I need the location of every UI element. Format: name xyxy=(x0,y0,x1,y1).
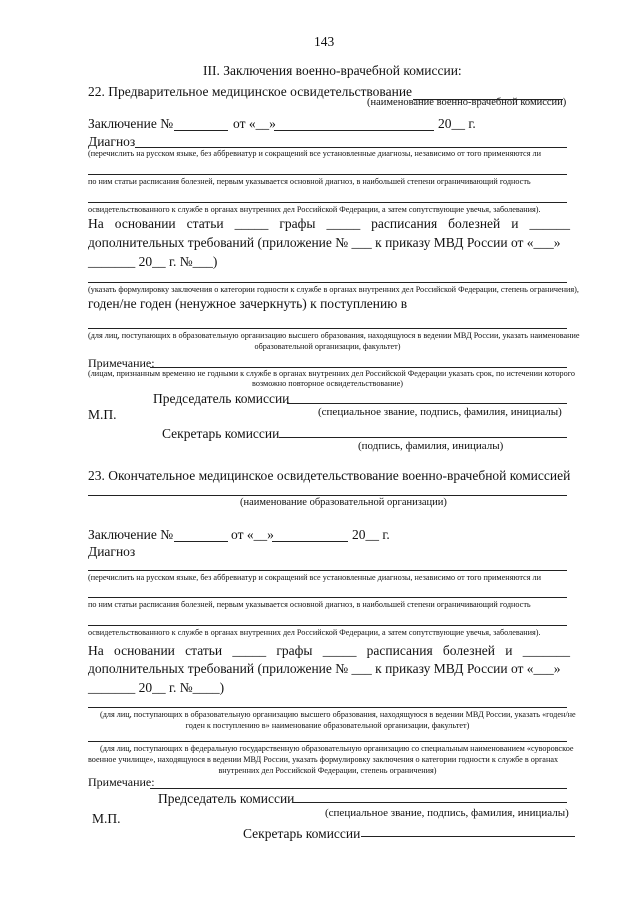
s22-secretary-caption: (подпись, фамилия, инициалы) xyxy=(358,440,504,452)
s23-basis-line-2: дополнительных требований (приложение № ___ к приказу МВД России от «___» xyxy=(88,661,561,676)
s22-fit-text: годен/не годен (ненужное зачеркнуть) к поступлению в xyxy=(88,296,408,311)
s23-year-mark: 20__ г. xyxy=(352,527,390,542)
s23-suvorov-note-3: внутренних дел Российской Федерации, степень ограничения) xyxy=(218,766,437,775)
s22-remark-field[interactable] xyxy=(150,367,567,368)
s22-basis-word: На xyxy=(88,216,104,231)
s22-fit-note-2: образовательной организации, факультет) xyxy=(254,342,401,351)
s22-basis-word: статьи xyxy=(186,216,224,231)
s23-basis-word: расписания xyxy=(366,643,433,658)
s22-column-field[interactable]: _____ xyxy=(326,216,361,231)
s22-fit-note-1: (для лиц, поступающих в образовательную организацию высшего образования, находящуюся в ведении МВД России, указать наименование xyxy=(88,331,580,340)
s22-remark-note-2: возможно повторное освидетельствование) xyxy=(252,379,403,388)
s22-article-field[interactable]: _____ xyxy=(234,216,269,231)
s23-chair-caption: (специальное звание, подпись, фамилия, инициалы) xyxy=(325,807,569,819)
s23-fit-note-1: (для лиц, поступающих в образовательную организацию высшего образования, находящуюся в ведении МВД России, указать «годен/не xyxy=(100,710,576,719)
s23-basis-word: болезней xyxy=(442,643,496,658)
s22-remark-note-1: (лицам, признанным временно не годными к службе в органах внутренних дел Российской Федерации указать срок, по истечении которого xyxy=(88,369,575,378)
s22-conclusion-label: Заключение № xyxy=(88,116,174,131)
s23-chair-label: Председатель комиссии xyxy=(158,791,295,806)
s23-remark-field[interactable] xyxy=(150,788,567,789)
s22-stamp-mark: М.П. xyxy=(88,407,117,422)
s23-stamp-mark: М.П. xyxy=(92,811,121,826)
s23-org-caption: (наименование образовательной организации) xyxy=(240,497,447,508)
s23-suvorov-note-2: военное училище», находящуюся в ведении МВД России, указать формулировку заключения о категории годности к службе в органах xyxy=(88,755,559,764)
s22-basis-line-1 xyxy=(88,216,570,232)
s22-org-caption: (наименование военно-врачебной комиссии) xyxy=(367,97,567,108)
s23-basis-word: На xyxy=(88,643,104,658)
s22-date-field[interactable] xyxy=(274,130,434,131)
s22-extra-field[interactable]: ______ xyxy=(529,216,570,231)
s23-fit-note-2: годен к поступлению в» наименование образовательной организации, факультет) xyxy=(185,721,470,730)
s23-article-field[interactable]: _____ xyxy=(232,643,267,658)
s23-fit-field[interactable] xyxy=(88,707,567,708)
s22-secretary-signature-field[interactable] xyxy=(279,437,567,438)
s22-conclusion-number-field[interactable] xyxy=(174,130,228,131)
s22-remark-label: Примечание: xyxy=(88,356,155,370)
s23-chair-signature-field[interactable] xyxy=(293,802,567,803)
s23-diagnosis-note-2: по ним статьи расписания болезней, первым указывается основной диагноз, в наибольшей степени ограничивающий годность xyxy=(88,600,531,609)
s22-basis-word: основании xyxy=(114,216,176,231)
s23-diagnosis-note-3: освидетельствованного к службе в органах внутренних дел Российской Федерации, а затем сопутствующие увечья, заболевания). xyxy=(88,628,541,637)
s23-diagnosis-field[interactable] xyxy=(88,570,567,571)
s23-basis-word: графы xyxy=(276,643,313,658)
s23-basis-word: основании xyxy=(113,643,175,658)
s23-remark-label: Примечание: xyxy=(88,775,155,789)
s22-diagnosis-note-2: по ним статьи расписания болезней, первым указывается основной диагноз, в наибольшей степени ограничивающий годность xyxy=(88,177,531,186)
s23-conclusion-label: Заключение № xyxy=(88,527,174,542)
s22-basis-line-2: дополнительных требований (приложение № ___ к приказу МВД России от «___» xyxy=(88,235,561,250)
s23-basis-word: и xyxy=(505,643,513,658)
s23-basis-line-1 xyxy=(88,643,570,659)
s22-basis-word: болезней xyxy=(448,216,501,231)
s23-date-from: от «__» xyxy=(231,527,274,542)
s22-diagnosis-field-2[interactable] xyxy=(88,174,567,175)
s22-chair-signature-field[interactable] xyxy=(287,403,567,404)
s22-year-mark: 20__ г. xyxy=(438,116,476,131)
s23-basis-word: статьи xyxy=(185,643,223,658)
s23-suvorov-field[interactable] xyxy=(88,741,567,742)
s23-date-field[interactable] xyxy=(272,541,348,542)
s22-category-note: (указать формулировку заключения о категории годности к службе в органах внутренних дел Российской Федерации, степень ограничения), xyxy=(88,285,579,294)
s23-suvorov-note-1: (для лиц, поступающих в федеральную государственную образовательную организацию со специальным наименованием «суворовское xyxy=(100,744,574,753)
s23-diagnosis-label: Диагноз xyxy=(88,544,136,559)
s23-column-field[interactable]: _____ xyxy=(322,643,357,658)
s22-date-from: от «__» xyxy=(233,116,276,131)
s22-diagnosis-field[interactable] xyxy=(135,147,567,148)
s23-title: 23. Окончательное медицинское освидетельствование военно-врачебной комиссией xyxy=(88,468,571,483)
s22-basis-word: графы xyxy=(279,216,316,231)
s22-diagnosis-field-3[interactable] xyxy=(88,202,567,203)
s22-title: 22. Предварительное медицинское освидетельствование xyxy=(88,84,413,99)
s22-diagnosis-note-1: (перечислить на русском языке, без аббревиатур и сокращений все установленные диагнозы, независимо от того применяются ли xyxy=(88,149,541,158)
s23-secretary-signature-field[interactable] xyxy=(361,836,575,837)
s23-secretary-label: Секретарь комиссии xyxy=(243,826,361,841)
s22-fit-field[interactable] xyxy=(88,328,567,329)
s22-basis-word: и xyxy=(511,216,519,231)
s22-chair-label: Председатель комиссии xyxy=(153,391,290,406)
s23-org-field[interactable] xyxy=(88,495,567,496)
s22-diagnosis-note-3: освидетельствованного к службе в органах внутренних дел Российской Федерации, а затем сопутствующие увечья, заболевания). xyxy=(88,205,541,214)
s22-category-field[interactable] xyxy=(88,282,567,283)
s23-extra-field[interactable]: _______ xyxy=(522,643,570,658)
s23-conclusion-number-field[interactable] xyxy=(174,541,228,542)
s22-secretary-label: Секретарь комиссии xyxy=(162,426,280,441)
s22-basis-line-3[interactable]: _______ 20__ г. №___) xyxy=(88,254,218,269)
s23-diagnosis-note-1: (перечислить на русском языке, без аббревиатур и сокращений все установленные диагнозы, независимо от того применяются ли xyxy=(88,573,541,582)
s22-basis-word: расписания xyxy=(371,216,438,231)
s23-basis-line-3[interactable]: _______ 20__ г. №____) xyxy=(88,680,225,695)
s23-diagnosis-field-2[interactable] xyxy=(88,597,567,598)
s23-diagnosis-field-3[interactable] xyxy=(88,625,567,626)
s22-diagnosis-label: Диагноз xyxy=(88,134,136,149)
section-title: III. Заключения военно-врачебной комиссии: xyxy=(203,63,462,78)
s22-chair-caption: (специальное звание, подпись, фамилия, инициалы) xyxy=(318,406,562,418)
page-number: 143 xyxy=(314,34,335,49)
